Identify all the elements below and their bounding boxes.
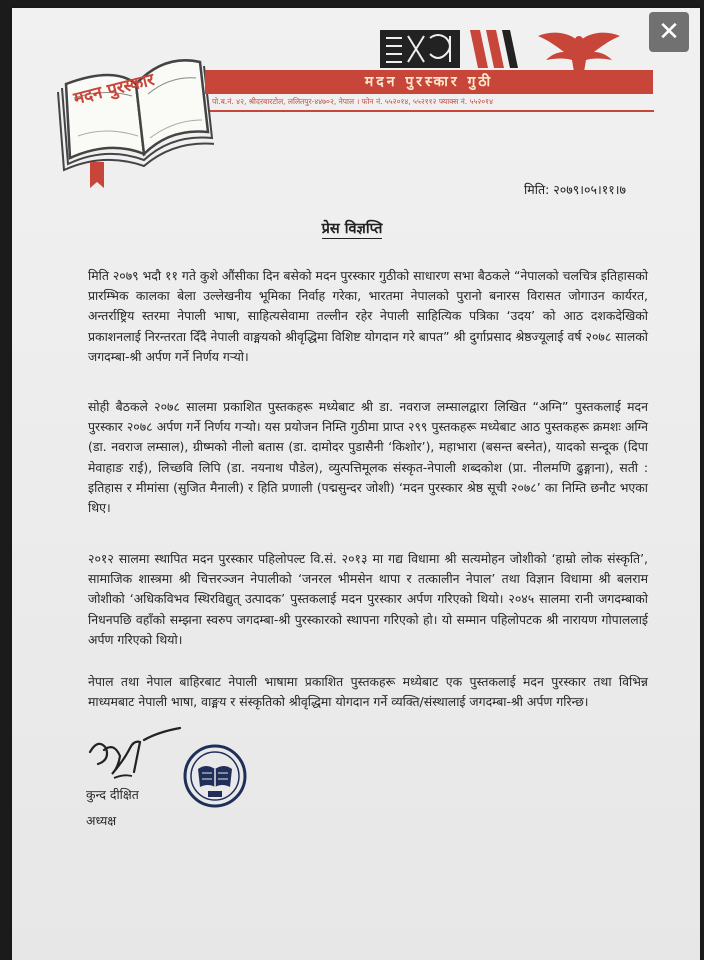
logo-text: मदन पुरस्कार (71, 69, 157, 110)
document-title (0, 218, 704, 238)
garuda-emblem-icon (534, 28, 624, 74)
organization-seal-icon (182, 743, 248, 809)
close-button[interactable] (649, 12, 689, 52)
paragraph-1: मिति २०७९ भदौ ११ गते कुशे औंसीका दिन बसेको मदन पुरस्कार गुठीको साधारण सभा बैठकले “नेपालको चलचित्र इतिहासको प्रारम्भिक कालका बेला उल्लेखनीय भूमिका निर्वाह गरेका, भारतमा नेपालको पुरानो बनारस विरासत जोगाउन कार्यरत, अन्तर्राष्ट्रिय स्तरमा नेपाली भाषा, साहित्यसेवामा तल्लीन रहेर नेपाली साहित्यिक पत्रिका ‘उदय’ को आठ दशकदेखिको प्रकाशनलाई निरन्तरता दिँदै नेपाली वाङ्मयको श्रीवृद्धिमा विशिष्ट योगदान गरे बापत” श्री दुर्गाप्रसाद श्रेष्ठज्यूलाई वर्ष २०७८ सालको जगदम्बा-श्री अर्पण गर्ने निर्णय गर्‍यो। (88, 268, 648, 364)
book-logo-icon (44, 36, 214, 191)
paragraph-4: नेपाल तथा नेपाल बाहिरबाट नेपाली भाषामा प्रकाशित पुस्तकहरू मध्येबाट एक पुस्तकलाई मदन पुरस्कार तथा विभिन्न माध्यमबाट नेपाली भाषा, वाङ्मय र संस्कृतिको श्रीवृद्धिमा योगदान गर्ने व्यक्ति/संस्थालाई जगदम्बा-श्री अर्पण गरिन्छ। (88, 674, 648, 710)
emblem-bars-icon (466, 28, 526, 70)
emblem-stamp-icon (378, 28, 462, 70)
signatory-role: अध्यक्ष (86, 813, 117, 828)
letterhead-divider (210, 110, 654, 112)
organization-name-banner: मदन पुरस्कार गुठी (205, 70, 653, 94)
document-date: मिति: २०७९।०५।११।७ (524, 182, 626, 197)
handwritten-signature (84, 720, 194, 784)
paragraph-3: २०१२ सालमा स्थापित मदन पुरस्कार पहिलोपल्ट वि.सं. २०१३ मा गद्य विधामा श्री सत्यमोहन जोशीको ‘हाम्रो लोक संस्कृति’, सामाजिक शास्त्रमा श्री चित्तरञ्जन नेपालीको ‘जनरल भीमसेन थापा र तत्कालीन नेपाल’ तथा विज्ञान विधामा श्री बलराम जोशीको ‘अधिकविभव स्थिरविद्युत् उत्पादक’ पुस्तकलाई मदन पुरस्कार अर्पण गरिएको थियो। २०४५ सालमा रानी जगदम्बाको निधनपछि वहाँको सम्झना स्वरुप जगदम्बा-श्री पुरस्कारको स्थापना गरिएको हो। यो सम्मान पहिलोपटक श्री नारायण गोपाललाई अर्पण गरिएको थियो। (88, 551, 648, 647)
address-line: पो.ब.नं. ४२, श्रीदरबारटोल, ललितपुर-४४७०२, नेपाल । फोन नं. ५५२०१४, ५५२११२ फ्याक्स नं. ५५२०१४ (212, 97, 493, 106)
close-icon: ✕ (658, 17, 680, 47)
paragraph-2: सोही बैठकले २०७८ सालमा प्रकाशित पुस्तकहरू मध्येबाट श्री डा. नवराज लम्सालद्वारा लिखित “अग्नि” पुस्तकलाई मदन पुरस्कार २०७८ अर्पण गर्ने निर्णय गर्‍यो। यस प्रयोजन निम्ति गुठीमा प्राप्त २९९ पुस्तकहरू मध्येबाट आठ पुस्तकहरू क्रमशः अग्नि (डा. नवराज लम्साल), ग्रीष्मको नीलो बतास (डा. दामोदर पुडासैनी ‘किशोर’), महाभारा (बसन्त बस्नेत), यादको सन्दूक (दिपा मेवाहाङ राई), लिच्छवि लिपि (डा. नयनाथ पौडेल), व्युत्पत्तिमूलक संस्कृत-नेपाली शब्दकोश (प्रा. नीलमणि ढुङ्गाना), सती : इतिहास र मीमांसा (सुजित मैनाली) र हिति प्रणाली (पद्मसुन्दर जोशी) ‘मदन पुरस्कार श्रेष्ठ सूची २०७८’ का निम्ति छनौट भएका थिए। (88, 399, 648, 516)
document-title-text: प्रेस विज्ञप्ति (321, 221, 383, 237)
signatory-name: कुन्द दीक्षित (86, 787, 139, 802)
